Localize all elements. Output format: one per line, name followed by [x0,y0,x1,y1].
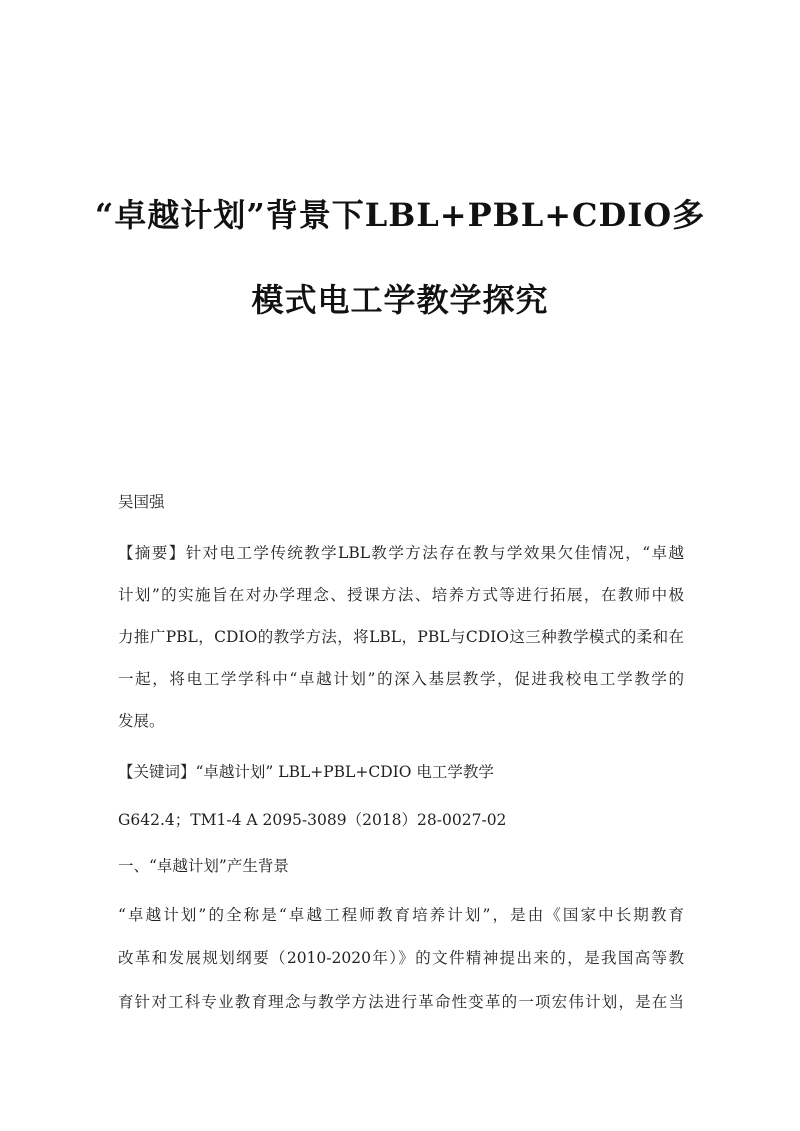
abstract-line: 【摘要】针对电工学传统教学LBL教学方法存在教与学效果欠佳情况，“卓越 [118,544,684,562]
abstract-line: 计划”的实施旨在对办学理念、授课方法、培养方式等进行拓展，在教师中极 [118,586,684,604]
section-heading: 一、“卓越计划”产生背景 [118,857,289,875]
abstract-line: 发展。 [118,712,165,730]
paper-title-line-1: “卓越计划”背景下LBL+PBL+CDIO多 [94,196,706,234]
abstract-line: 力推广PBL，CDIO的教学方法，将LBL，PBL与CDIO这三种教学模式的柔和在 [118,628,684,646]
classification-code: G642.4；TM1-4 A 2095-3089（2018）28-0027-02 [118,811,507,829]
body-line: 育针对工科专业教育理念与教学方法进行革命性变革的一项宏伟计划，是在当 [118,993,684,1011]
author-name: 吴国强 [118,493,165,511]
keywords: 【关键词】“卓越计划” LBL+PBL+CDIO 电工学教学 [118,763,494,781]
paper-title-line-2: 模式电工学教学探究 [251,281,549,319]
body-line: 改革和发展规划纲要（2010-2020年）》的文件精神提出来的，是我国高等教 [118,949,684,967]
body-line: “卓越计划”的全称是“卓越工程师教育培养计划”，是由《国家中长期教育 [118,906,684,924]
abstract-line: 一起，将电工学学科中“卓越计划”的深入基层教学，促进我校电工学教学的 [118,670,684,688]
